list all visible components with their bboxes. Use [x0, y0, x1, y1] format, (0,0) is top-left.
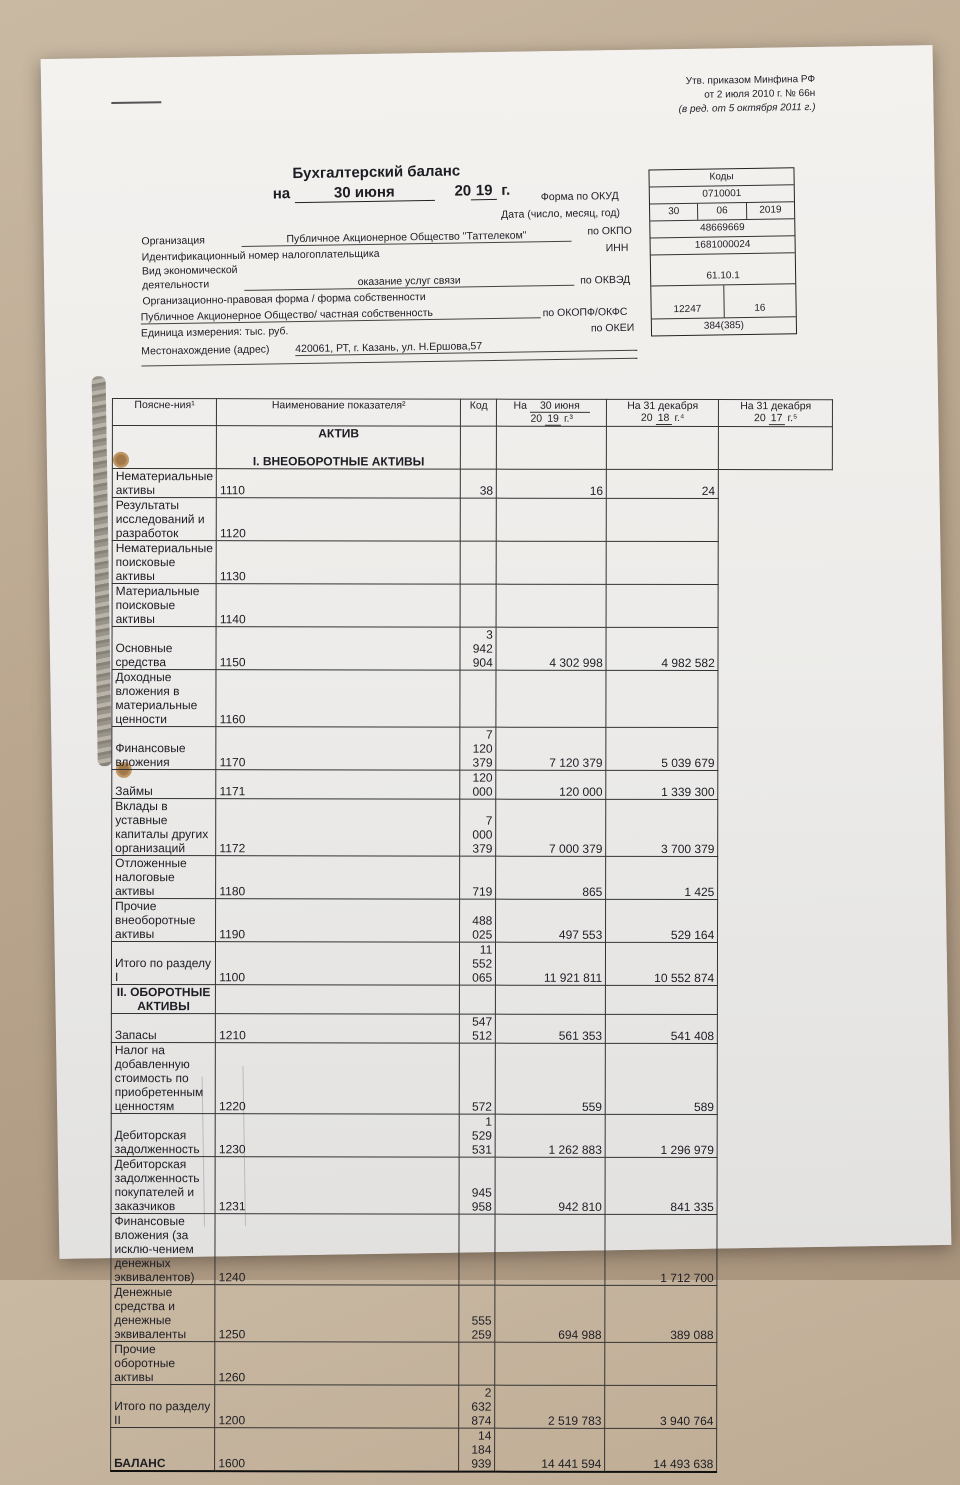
period3-year: 17: [769, 412, 785, 425]
okopf-label: по ОКОПФ/ОКФС: [542, 305, 628, 320]
period1-g: г.³: [563, 412, 573, 425]
row-value-3: 5 039 679: [606, 727, 718, 770]
row-value-2: 1 262 883: [495, 1114, 605, 1157]
row-value-3: 841 335: [605, 1157, 717, 1214]
legal-form-label: Организационно-правовая форма / форма собственности: [142, 291, 426, 308]
binding-string: [92, 376, 112, 766]
empty-cell: [461, 426, 497, 469]
section2-row: [111, 985, 831, 1015]
row-value-2: [496, 670, 606, 727]
address-extra-line: [141, 358, 637, 367]
col-name-header: Наименование показателя²: [217, 399, 461, 426]
row-code: 1120: [216, 498, 460, 541]
unit-label: Единица измерения: тыс. руб.: [140, 325, 289, 340]
row-value-2: 694 988: [495, 1285, 605, 1342]
period2-year: 18: [656, 412, 672, 425]
row-value-3: 1 339 300: [606, 770, 718, 799]
date-day-month: 30 июня: [294, 183, 434, 203]
approval-note: [678, 73, 816, 117]
row-value-3: [606, 584, 718, 627]
row-value-2: [496, 498, 606, 541]
period1-year: 19: [545, 413, 561, 426]
col-code-header: Код: [461, 399, 497, 426]
row-value-1: 719: [460, 856, 496, 899]
date-month-code: 06: [698, 203, 747, 220]
okud-code: 0710001: [650, 185, 794, 204]
row-value-2: 497 553: [496, 899, 606, 942]
row-value-2: 11 921 811: [496, 942, 606, 985]
row-value-1: 11 552 065: [460, 942, 496, 985]
row-name: Нематериальные активы: [112, 469, 216, 498]
row-name: Финансовые вложения (за исклю-чением денежных эквивалентов): [111, 1214, 215, 1285]
row-value-3: 1 425: [606, 856, 718, 899]
row-code: 1180: [216, 856, 460, 899]
notes-column: [112, 426, 216, 469]
okved-label: по ОКВЭД: [580, 273, 631, 287]
activity-label: Вид экономической: [141, 264, 238, 278]
period2-prefix: На 31 декабря: [627, 399, 699, 413]
balance-row: [111, 1428, 831, 1473]
legal-form-value: Публичное Акционерное Общество/ частная собственность: [141, 305, 541, 324]
row-value-2: [496, 541, 606, 584]
row-value-2: 16: [497, 469, 607, 498]
row-name: Займы: [112, 770, 216, 799]
table-row: [112, 899, 832, 943]
table-row: [112, 584, 832, 628]
row-code: 1230: [215, 1114, 459, 1157]
table-row: [111, 1385, 831, 1429]
section2-rows: [111, 1014, 832, 1429]
table-row: [112, 799, 832, 857]
section1-rows: [111, 469, 832, 986]
row-value-3: [606, 498, 718, 541]
row-value-2: 559: [495, 1043, 605, 1114]
row-code: 1210: [216, 1014, 460, 1043]
empty-cell: [607, 426, 719, 469]
org-label: Организация: [141, 234, 205, 248]
balance-label: БАЛАНС: [111, 1428, 215, 1472]
row-code: 1100: [216, 942, 460, 985]
row-code: 1170: [216, 727, 460, 770]
row-name: Доходные вложения в материальные ценности: [112, 670, 216, 727]
row-value-3: 4 982 582: [606, 627, 718, 670]
table-row: [112, 469, 832, 499]
period1-prefix: На: [513, 399, 527, 412]
row-code: 1240: [215, 1214, 459, 1285]
row-name: Финансовые вложения: [112, 727, 216, 770]
inn-label: ИНН: [605, 241, 629, 255]
row-value-1: 555 259: [459, 1285, 495, 1342]
row-name: Прочие внеоборотные активы: [112, 899, 216, 942]
document-title: Бухгалтерский баланс: [292, 162, 461, 183]
row-code: 1110: [217, 469, 461, 498]
col-notes-header: Поясне-ния¹: [112, 399, 216, 426]
binding-mark: [111, 101, 161, 104]
row-value-1: [459, 1342, 495, 1385]
org-name: Публичное Акционерное Общество "Таттелеком": [241, 229, 571, 247]
section1-title: I. ВНЕОБОРОТНЫЕ АКТИВЫ: [252, 454, 425, 469]
table-row: [111, 1285, 831, 1343]
period3-year-prefix: 20: [753, 412, 766, 425]
inn-code: 1681000024: [651, 236, 795, 255]
table-row: [112, 541, 832, 585]
row-code: 1160: [216, 670, 460, 727]
row-name: Нематериальные поисковые активы: [112, 541, 216, 584]
row-value-3: 10 552 874: [606, 942, 718, 985]
row-value-3: 1 296 979: [605, 1114, 717, 1157]
row-value-2: 2 519 783: [495, 1385, 605, 1428]
row-name: Итого по разделу II: [111, 1385, 215, 1428]
codes-box: [648, 167, 797, 336]
row-code: 1220: [215, 1043, 459, 1114]
row-name: Запасы: [111, 1014, 215, 1043]
row-value-2: 865: [496, 856, 606, 899]
row-code: 1150: [216, 627, 460, 670]
row-name: Вклады в уставные капиталы других организаций: [112, 799, 216, 856]
period3-prefix: На 31 декабря: [740, 400, 812, 413]
table-header-row: [112, 399, 832, 427]
balance-value-1: 14 184 939: [459, 1428, 495, 1472]
row-value-2: [495, 1214, 605, 1285]
balance-value-2: 14 441 594: [495, 1428, 605, 1472]
row-value-3: [606, 541, 718, 584]
balance-value-3: 14 493 638: [605, 1428, 717, 1472]
row-value-1: 120 000: [460, 770, 496, 799]
table-row: [112, 727, 832, 771]
row-name: Налог на добавленную стоимость по приобретенным ценностям: [111, 1043, 215, 1114]
period2-year-prefix: 20: [640, 411, 653, 424]
row-value-2: 561 353: [496, 1014, 606, 1043]
okfs-code: 16: [754, 302, 766, 314]
row-value-3: 3 700 379: [606, 799, 718, 856]
table-row: [112, 627, 832, 671]
balance-table: [110, 398, 833, 1473]
row-value-1: 945 958: [459, 1157, 495, 1214]
table-row: [111, 1157, 831, 1215]
row-name: Материальные поисковые активы: [112, 584, 216, 627]
aktiv-title: АКТИВ: [318, 426, 360, 441]
row-value-3: 541 408: [606, 1014, 718, 1043]
okud-label: Форма по ОКУД: [540, 190, 619, 204]
empty-cell: [497, 426, 607, 469]
table-row: [112, 498, 832, 542]
okopf-code: 12247: [651, 285, 724, 318]
row-code: 1140: [216, 584, 460, 627]
row-code: 1260: [215, 1342, 459, 1385]
row-value-3: [605, 1342, 717, 1385]
col-period2-header: [607, 399, 719, 426]
col-period1-header: [497, 399, 607, 426]
period2-g: г.⁴: [674, 411, 685, 425]
row-value-1: 3 942 904: [460, 627, 496, 670]
table-row: [112, 670, 832, 728]
period1-date: 30 июня: [530, 400, 590, 413]
date-g: г.: [501, 181, 511, 199]
table-row: [111, 942, 831, 986]
row-name: Отложенные налоговые активы: [112, 856, 216, 899]
date-prefix: на: [272, 185, 291, 203]
row-value-1: [460, 670, 496, 727]
row-value-1: 7 120 379: [460, 727, 496, 770]
row-value-2: [495, 1342, 605, 1385]
table-row: [112, 856, 832, 900]
row-value-1: 2 632 874: [459, 1385, 495, 1428]
row-code: 1171: [216, 770, 460, 799]
row-value-1: 572: [459, 1043, 495, 1114]
row-value-1: 7 000 379: [460, 799, 496, 856]
row-code: 1172: [216, 799, 460, 856]
date-year-suffix: 19: [471, 182, 497, 200]
period1-year-prefix: 20: [530, 412, 543, 425]
row-value-2: 4 302 998: [496, 627, 606, 670]
okei-code: 384(385): [703, 320, 745, 332]
activity-value: оказание услуг связи: [244, 273, 574, 291]
table-row: [111, 1214, 831, 1286]
empty-cell: [496, 985, 606, 1014]
aktiv-row: [112, 426, 832, 470]
date-year-prefix: 20: [454, 182, 472, 200]
row-value-3: 389 088: [605, 1285, 717, 1342]
okved-code: 61.10.1: [651, 253, 795, 286]
row-name: Основные средства: [112, 627, 216, 670]
row-code: 1190: [216, 899, 460, 942]
row-value-2: 7 000 379: [496, 799, 606, 856]
empty-cell: [606, 985, 718, 1014]
row-code: 1231: [215, 1157, 459, 1214]
balance-code: 1600: [215, 1428, 459, 1472]
document-page: [41, 45, 952, 1472]
row-value-1: 547 512: [460, 1014, 496, 1043]
row-value-1: 1 529 531: [459, 1114, 495, 1157]
okpo-label: по ОКПО: [587, 224, 632, 238]
row-value-3: 24: [607, 469, 719, 498]
date-day-code: 30: [650, 204, 699, 221]
row-name: Результаты исследований и разработок: [112, 498, 216, 541]
empty-cell: [719, 427, 833, 470]
row-code: 1250: [215, 1285, 459, 1342]
period3-g: г.⁵: [787, 412, 798, 425]
row-value-1: 488 025: [460, 899, 496, 942]
okei-label: по ОКЕИ: [590, 321, 635, 335]
empty-cell: [460, 985, 496, 1014]
row-value-3: 3 940 764: [605, 1385, 717, 1428]
row-name: Дебиторская задолженность покупателей и заказчиков: [111, 1157, 215, 1214]
okpo-code: 48669669: [650, 219, 794, 238]
row-value-1: 38: [461, 469, 497, 498]
row-code: 1130: [216, 541, 460, 584]
activity-label-2: деятельности: [142, 278, 210, 292]
address-value: 420061, РТ, г. Казань, ул. Н.Ершова,57: [295, 338, 637, 356]
table-row: [111, 1014, 831, 1044]
row-value-2: 7 120 379: [496, 727, 606, 770]
row-value-2: 120 000: [496, 770, 606, 799]
row-value-2: [496, 584, 606, 627]
section2-title: II. ОБОРОТНЫЕ АКТИВЫ: [111, 985, 215, 1014]
date-label: Дата (число, месяц, год): [501, 206, 621, 221]
row-code: 1200: [215, 1385, 459, 1428]
approval-line: Утв. приказом Минфина РФ: [685, 73, 816, 87]
inn-full-label: Идентификационный номер налогоплательщика: [141, 247, 380, 264]
report-date: [273, 182, 511, 204]
table-row: [111, 1043, 831, 1115]
row-value-3: 529 164: [606, 899, 718, 942]
table-row: [112, 770, 832, 800]
table-row: [111, 1114, 831, 1158]
row-value-1: [460, 541, 496, 584]
row-value-2: 942 810: [495, 1157, 605, 1214]
date-year-code: 2019: [759, 204, 782, 216]
col-period3-header: [719, 400, 833, 427]
address-label: Местонахождение (адрес): [141, 343, 270, 358]
row-name: Денежные средства и денежные эквиваленты: [111, 1285, 215, 1342]
empty-cell: [216, 985, 460, 1014]
row-name: Дебиторская задолженность: [111, 1114, 215, 1157]
row-value-3: [606, 670, 718, 727]
row-name: Прочие оборотные активы: [111, 1342, 215, 1385]
row-value-3: 589: [605, 1043, 717, 1114]
table-row: [111, 1342, 831, 1386]
approval-line: от 2 июля 2010 г. № 66н: [704, 87, 816, 101]
codes-header: Коды: [649, 168, 793, 187]
row-value-3: 1 712 700: [605, 1214, 717, 1285]
approval-line: (в ред. от 5 октября 2011 г.): [678, 101, 816, 116]
row-name: Итого по разделу I: [111, 942, 215, 985]
row-value-1: [459, 1214, 495, 1285]
aktiv-cell: [217, 426, 461, 469]
row-value-1: [460, 498, 496, 541]
row-value-1: [460, 584, 496, 627]
